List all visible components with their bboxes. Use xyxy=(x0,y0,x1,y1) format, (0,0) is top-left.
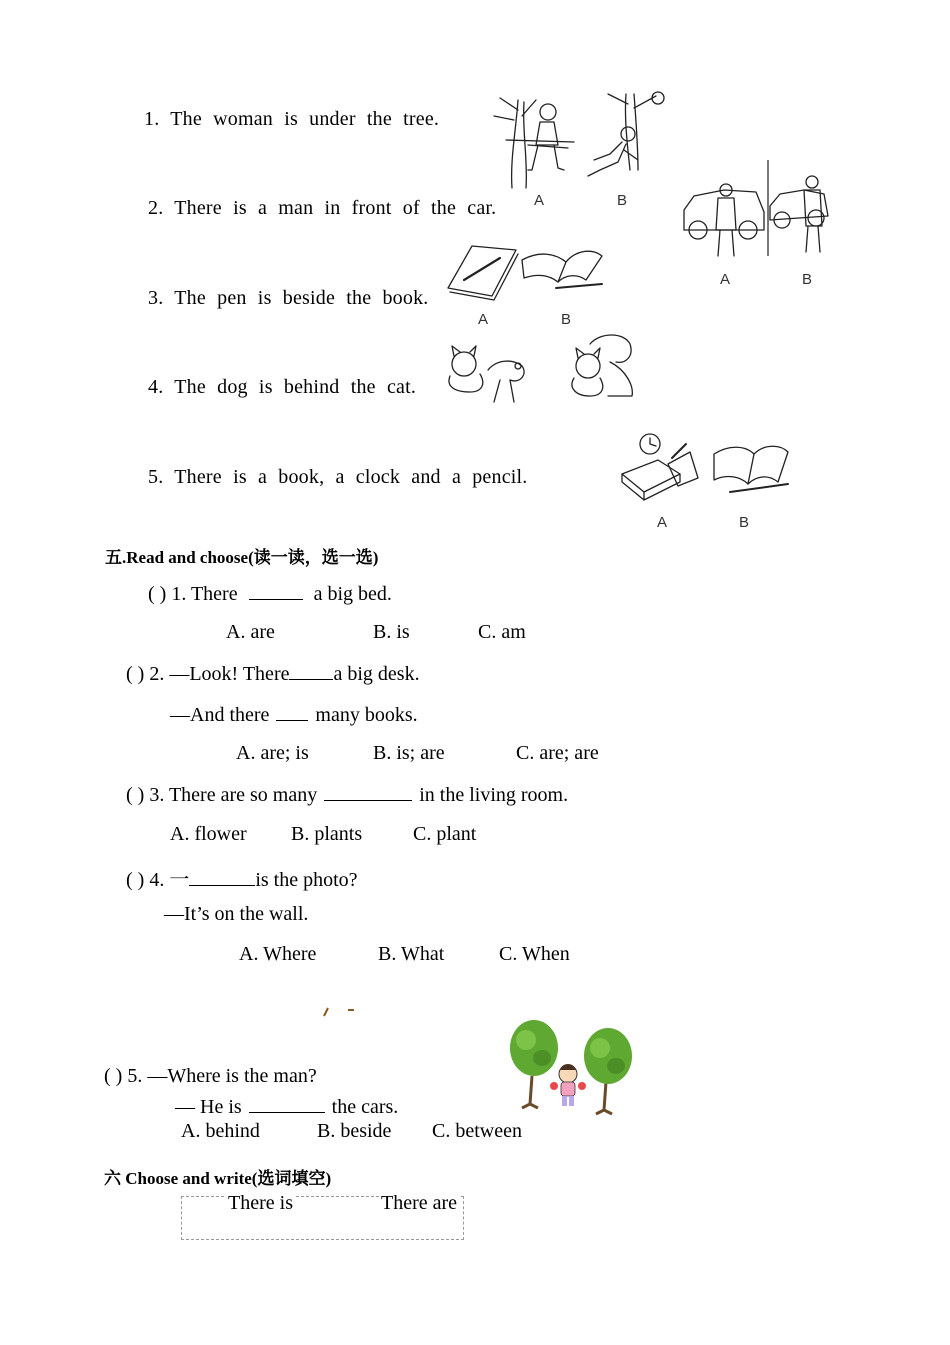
boy-between-trees-illustration xyxy=(506,1018,636,1118)
section6-title: 六 Choose and write(选词填空) xyxy=(104,1169,332,1188)
book-clock-pencil-a-icon xyxy=(622,434,698,500)
q2-line2 xyxy=(170,702,418,727)
q1-option-b[interactable]: B. is xyxy=(373,621,410,643)
book-b-icon xyxy=(714,446,788,492)
dog-and-cat-a-icon xyxy=(449,346,524,402)
pic1-label-b: B xyxy=(617,192,628,209)
q4-post: is the photo? xyxy=(255,869,358,891)
pic2-label-b: B xyxy=(802,271,813,288)
boy-icon xyxy=(550,1064,586,1106)
q2-line2-pre: —And there xyxy=(170,704,270,726)
q3-blank[interactable] xyxy=(324,782,412,801)
q4-pre: 4. 一 xyxy=(149,869,190,891)
stray-marks-decoration xyxy=(320,1004,360,1018)
q5-line2-post: the cars. xyxy=(331,1096,399,1118)
q1-post: a big bed. xyxy=(313,583,392,605)
q1-stem xyxy=(148,581,392,606)
tree-right-icon xyxy=(584,1028,632,1114)
woman-under-tree-a-icon xyxy=(494,98,574,188)
q1-option-c[interactable]: C. am xyxy=(478,621,526,643)
q1-pre: 1. There xyxy=(171,583,238,605)
man-in-front-of-car-a-icon xyxy=(684,184,764,256)
q2-option-b[interactable]: B. is; are xyxy=(373,742,445,764)
pic3-label-a: A xyxy=(478,311,489,328)
statement-3: 3. The pen is beside the book. xyxy=(148,287,429,309)
q4-blank[interactable] xyxy=(189,867,255,886)
woman-tree-illustration xyxy=(488,90,678,190)
q1-blank[interactable] xyxy=(249,581,303,600)
pic5-label-b: B xyxy=(739,514,750,531)
q3-stem xyxy=(126,782,568,807)
man-behind-car-b-icon xyxy=(770,176,828,252)
q5-option-c[interactable]: C. between xyxy=(432,1120,522,1142)
q4-line2: —It’s on the wall. xyxy=(164,903,309,925)
dog-behind-cat-b-icon xyxy=(572,335,632,396)
q4-stem xyxy=(126,863,358,892)
pen-beside-book-b-icon xyxy=(522,251,602,288)
q5-option-a[interactable]: A. behind xyxy=(181,1120,260,1142)
q2-option-a[interactable]: A. are; is xyxy=(236,742,309,764)
pen-book-illustration xyxy=(444,240,614,310)
q5-pre: 5. —Where is the man? xyxy=(127,1065,317,1087)
q3-post: in the living room. xyxy=(419,784,569,806)
pen-on-book-a-icon xyxy=(448,246,518,300)
q5-blank[interactable] xyxy=(249,1094,325,1113)
q1-answer-paren[interactable]: ( ) xyxy=(148,583,167,605)
book-clock-pencil-illustration xyxy=(620,430,800,510)
q2-pre: 2. —Look! There xyxy=(149,663,290,685)
q5-line2-pre: — He is xyxy=(175,1096,242,1118)
statement-1: 1. The woman is under the tree. xyxy=(144,108,440,130)
word-bank-option-there-are[interactable]: There are xyxy=(381,1192,458,1214)
pic3-label-b: B xyxy=(561,311,572,328)
q5-option-b[interactable]: B. beside xyxy=(317,1120,392,1142)
statement-5: 5. There is a book, a clock and a pencil. xyxy=(148,466,528,488)
q4-option-b[interactable]: B. What xyxy=(378,943,445,965)
q5-answer-paren[interactable]: ( ) xyxy=(104,1065,123,1087)
q3-pre: 3. There are so many xyxy=(149,784,318,806)
q2-option-c[interactable]: C. are; are xyxy=(516,742,599,764)
q5-stem xyxy=(104,1065,317,1088)
tree-left-icon xyxy=(510,1020,558,1108)
q3-option-a[interactable]: A. flower xyxy=(170,823,247,845)
woman-under-tree-b-icon xyxy=(588,92,664,176)
q3-option-b[interactable]: B. plants xyxy=(291,823,363,845)
statement-4: 4. The dog is behind the cat. xyxy=(148,376,417,398)
pic5-label-a: A xyxy=(657,514,668,531)
q4-answer-paren[interactable]: ( ) xyxy=(126,869,145,891)
q5-line2 xyxy=(175,1094,398,1119)
q2-blank-1[interactable] xyxy=(289,661,333,680)
q2-line2-post: many books. xyxy=(315,704,418,726)
q2-stem xyxy=(126,661,420,686)
statement-2: 2. There is a man in front of the car. xyxy=(148,197,497,219)
q2-blank-2[interactable] xyxy=(276,702,308,721)
pic2-label-a: A xyxy=(720,271,731,288)
q4-option-c[interactable]: C. When xyxy=(499,943,570,965)
q3-option-c[interactable]: C. plant xyxy=(413,823,477,845)
q2-post: a big desk. xyxy=(333,663,420,685)
q3-answer-paren[interactable]: ( ) xyxy=(126,784,145,806)
q2-answer-paren[interactable]: ( ) xyxy=(126,663,145,685)
section5-title: 五.Read and choose(读一读，选一选) xyxy=(105,548,379,567)
word-bank-option-there-is[interactable]: There is xyxy=(228,1192,293,1214)
dog-cat-illustration xyxy=(440,330,640,415)
pic1-label-a: A xyxy=(534,192,545,209)
man-car-illustration xyxy=(684,160,829,260)
q4-option-a[interactable]: A. Where xyxy=(239,943,317,965)
q1-option-a[interactable]: A. are xyxy=(226,621,275,643)
